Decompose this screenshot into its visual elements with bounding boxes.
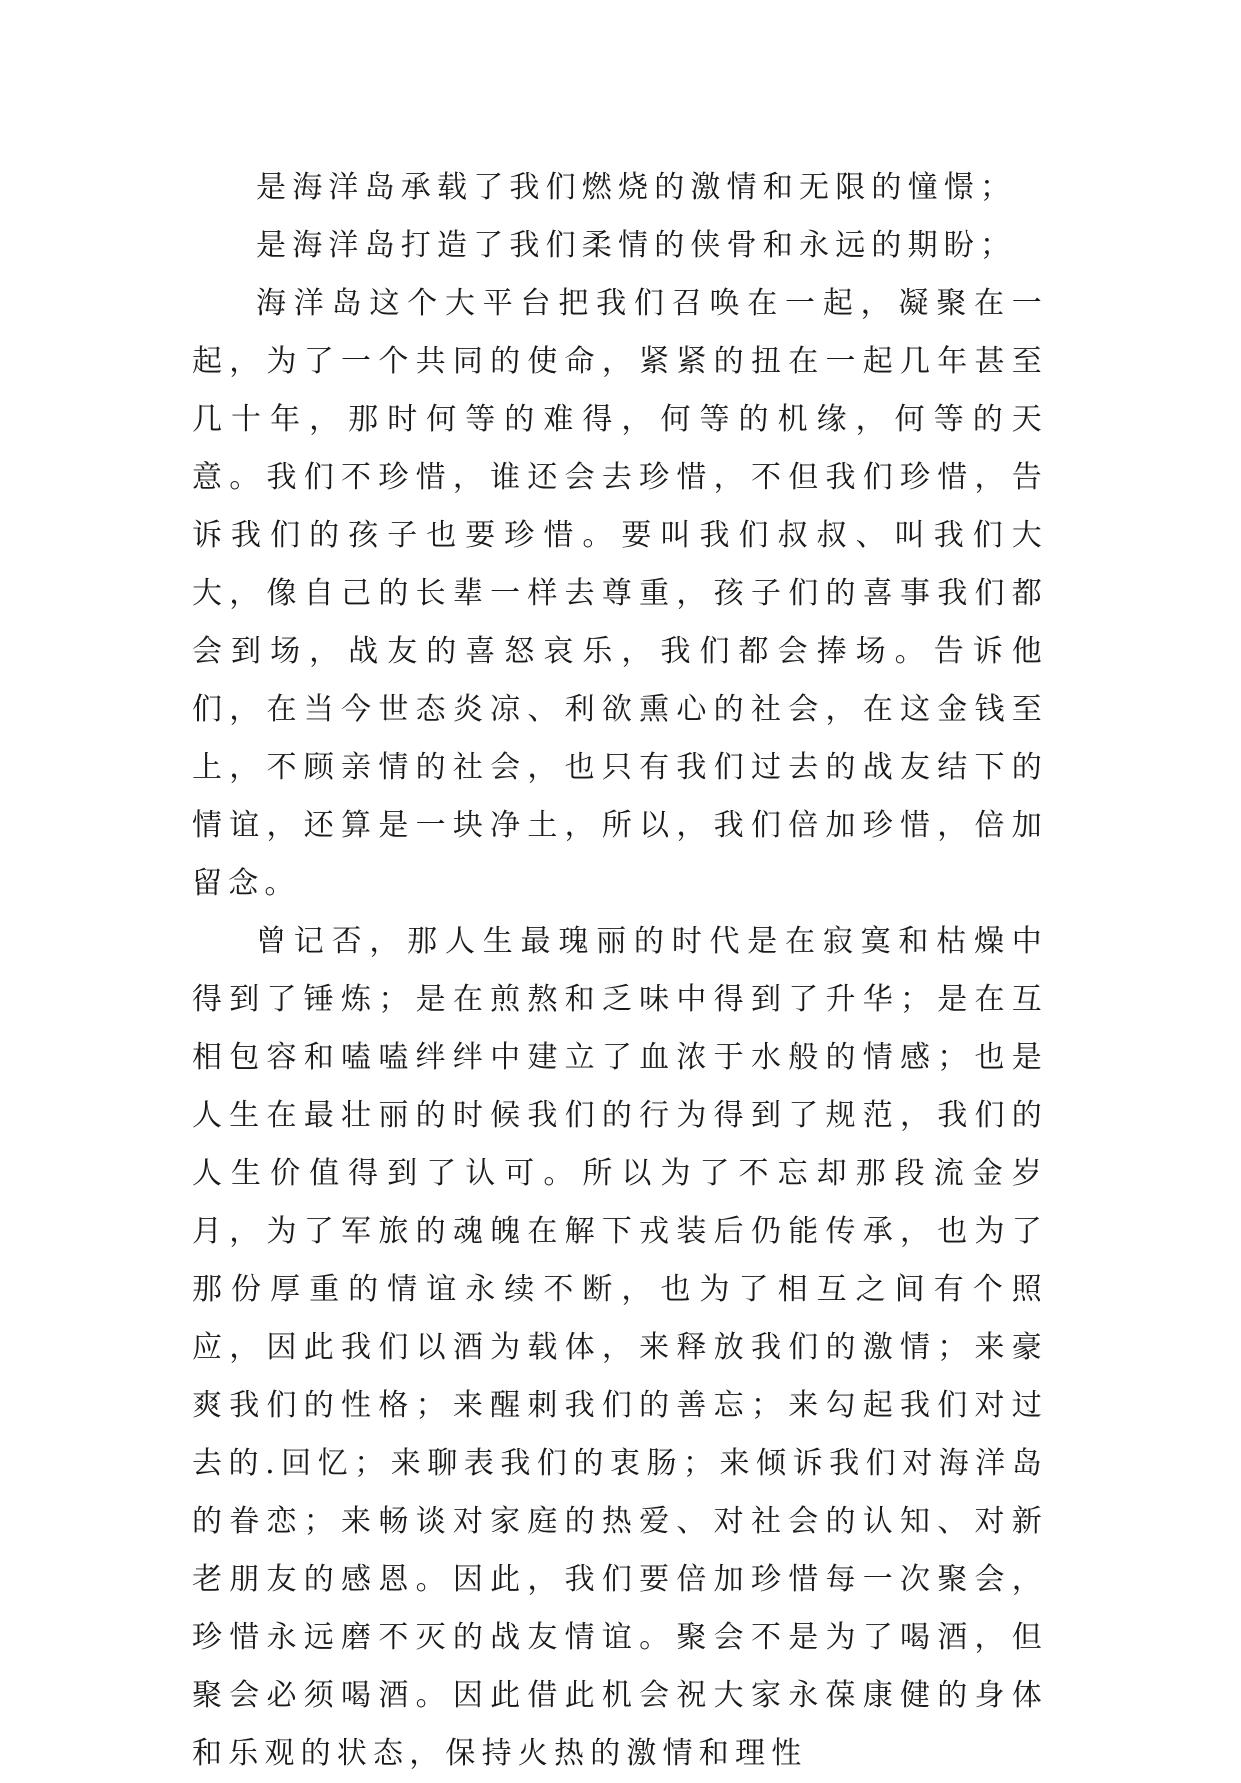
- paragraph-4: 曾记否，那人生最瑰丽的时代是在寂寞和枯燥中得到了锤炼；是在煎熬和乏味中得到了升华；是在互相包容和嗑嗑绊绊中建立了血浓于水般的情感；也是人生在最壮丽的时候我们的行为得到了规范，我们的人生价值得到了认可。所以为了不忘却那段流金岁月，为了军旅的魂魄在解下戎装后仍能传承，也为了那份厚重的情谊永续不断，也为了相互之间有个照应，因此我们以酒为载体，来释放我们的激情；来豪爽我们的性格；来醒刺我们的善忘；来勾起我们对过去的.回忆；来聊表我们的衷肠；来倾诉我们对海洋岛的眷恋；来畅谈对家庭的热爱、对社会的认知、对新老朋友的感恩。因此，我们要倍加珍惜每一次聚会，珍惜永远磨不灭的战友情谊。聚会不是为了喝酒，但聚会必须喝酒。因此借此机会祝大家永葆康健的身体和乐观的状态，保持火热的激情和理性: [192, 924, 1048, 1771]
- paragraph-3: 海洋岛这个大平台把我们召唤在一起，凝聚在一起，为了一个共同的使命，紧紧的扭在一起几年甚至几十年，那时何等的难得，何等的机缘，何等的天意。我们不珍惜，谁还会去珍惜，不但我们珍惜，告诉我们的孩子也要珍惜。要叫我们叔叔、叫我们大大，像自己的长辈一样去尊重，孩子们的喜事我们都会到场，战友的喜怒哀乐，我们都会捧场。告诉他们，在当今世态炎凉、利欲熏心的社会，在这金钱至上，不顾亲情的社会，也只有我们过去的战友结下的情谊，还算是一块净土，所以，我们倍加珍惜，倍加留念。: [192, 286, 1048, 901]
- document-body: [192, 159, 1048, 1783]
- paragraph-2: 是海洋岛打造了我们柔情的侠骨和永远的期盼；: [256, 228, 1017, 263]
- paragraph-1: 是海洋岛承载了我们燃烧的激情和无限的憧憬；: [256, 170, 1017, 205]
